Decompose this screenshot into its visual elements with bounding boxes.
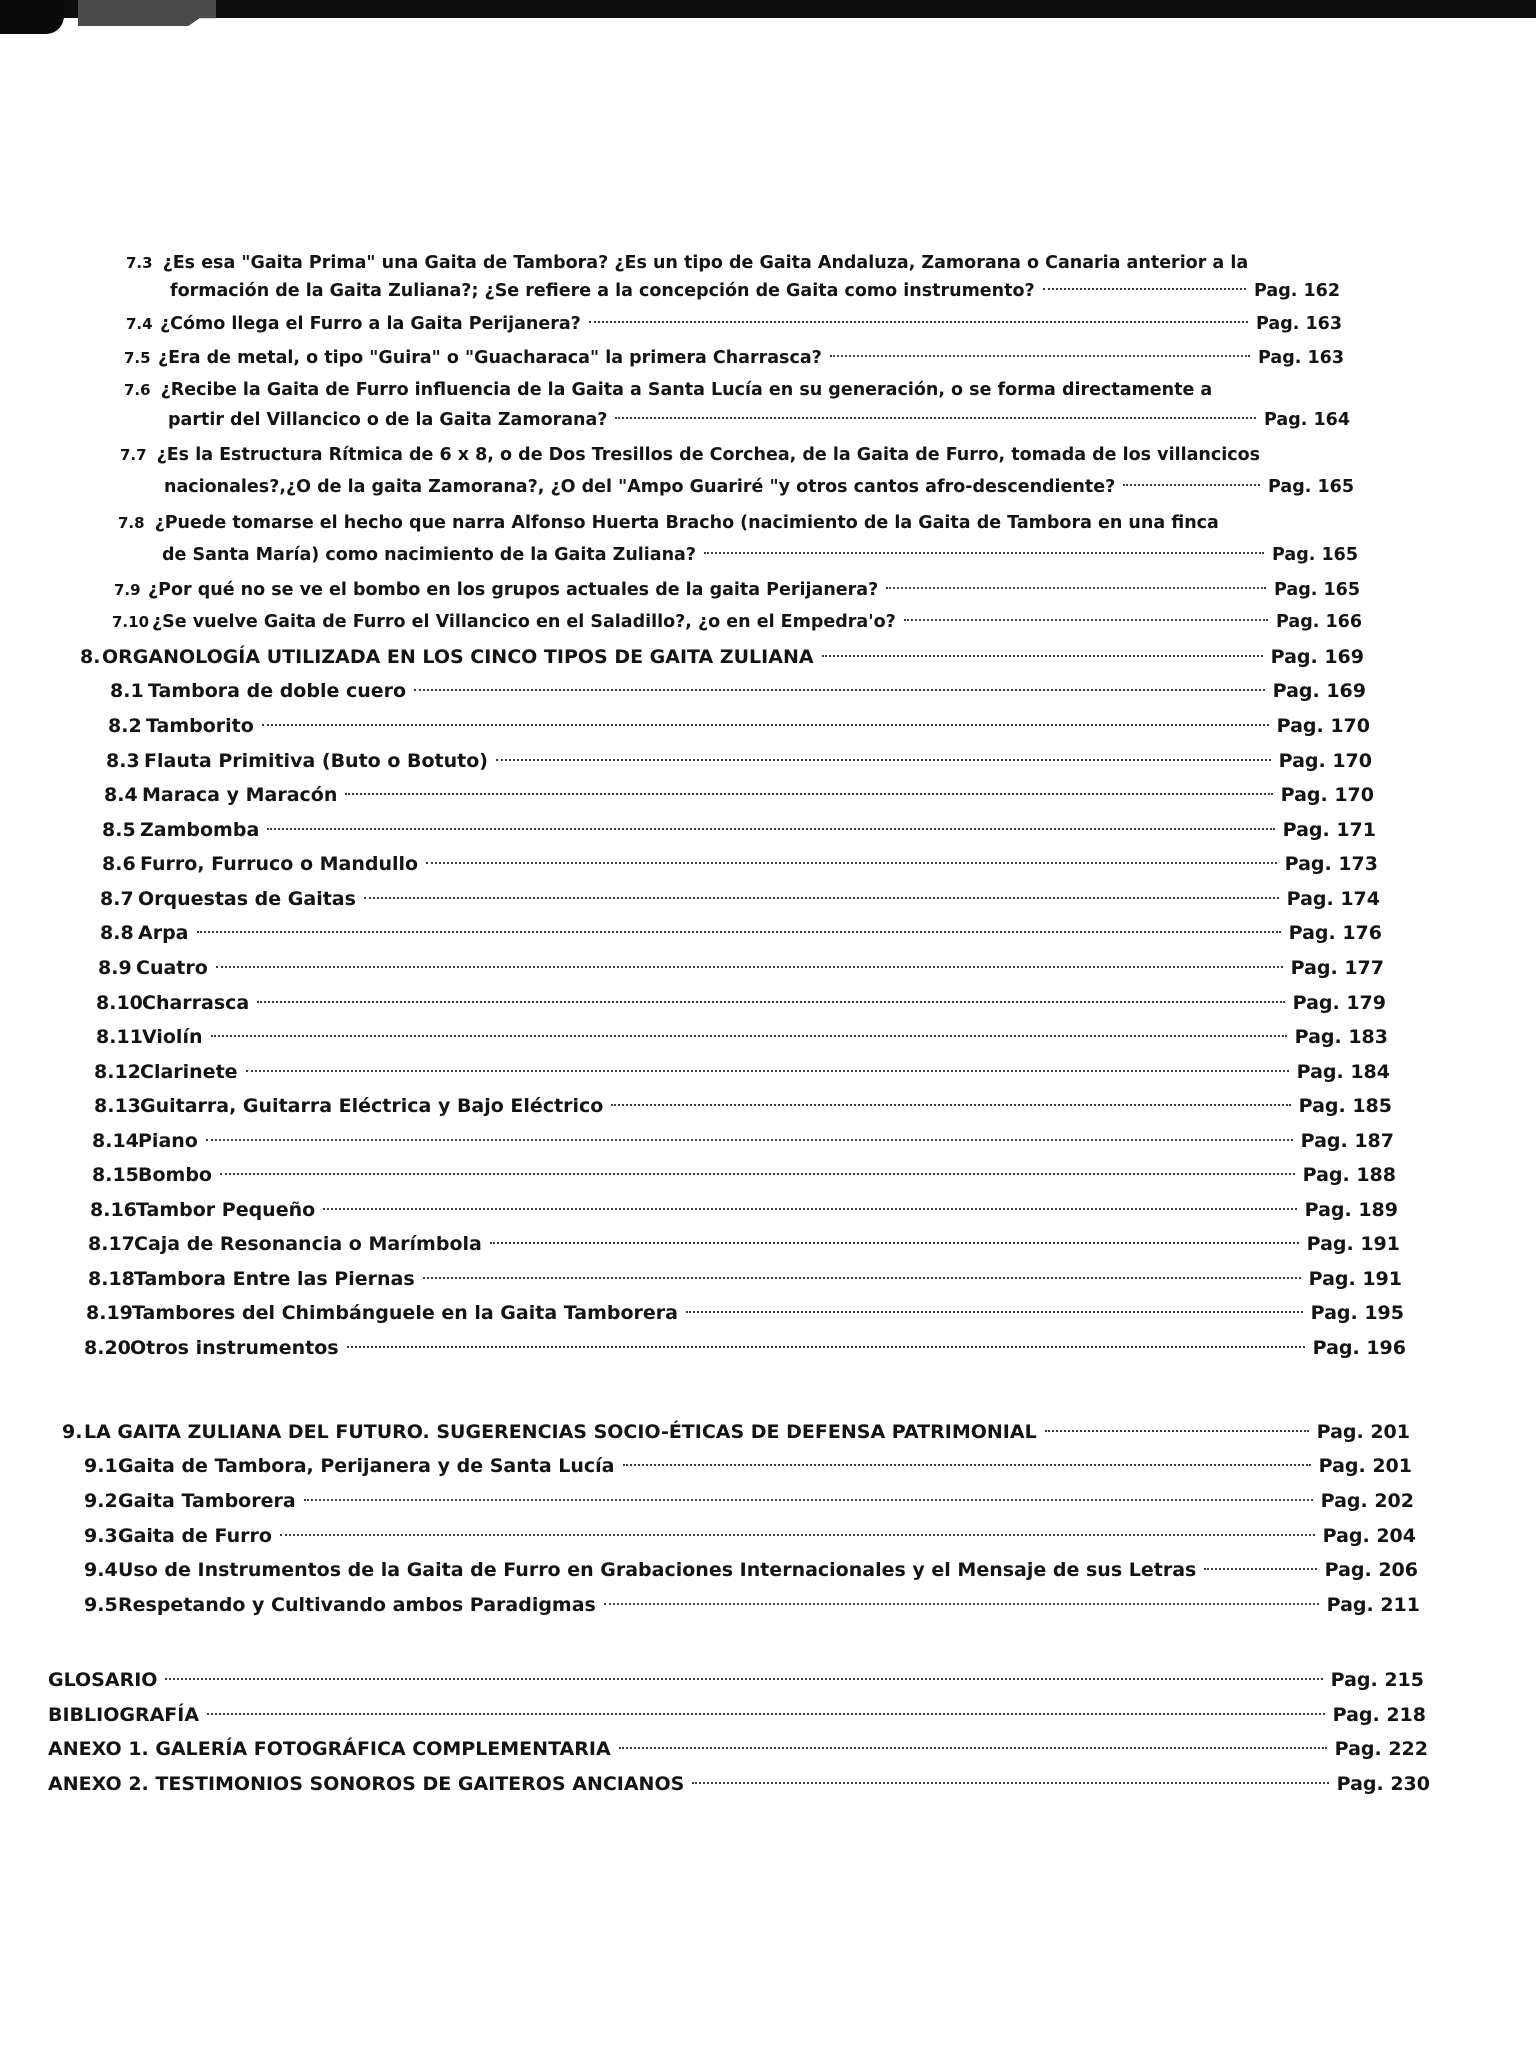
- page-number: Pag. 169: [1272, 680, 1366, 702]
- entry-title: Charrasca: [142, 992, 250, 1014]
- page-number: Pag. 165: [1268, 477, 1354, 497]
- toc-entry-8-8[interactable]: [100, 918, 1382, 948]
- page-number: Pag. 179: [1292, 992, 1386, 1014]
- entry-number: 9.4: [84, 1559, 118, 1581]
- entry-number: 8.5: [102, 819, 136, 841]
- page-number: Pag. 191: [1308, 1268, 1402, 1290]
- dot-leader: [414, 689, 1265, 691]
- toc-entry-8-3[interactable]: [106, 746, 1372, 776]
- dot-leader: [364, 897, 1279, 899]
- page-number: Pag. 189: [1304, 1199, 1398, 1221]
- entry-title: Piano: [138, 1130, 198, 1152]
- entry-number: 7.5: [124, 349, 151, 367]
- dot-leader: [211, 1035, 1287, 1037]
- dot-leader: [323, 1208, 1296, 1210]
- page-number: Pag. 204: [1322, 1525, 1416, 1547]
- page-number: Pag. 183: [1294, 1026, 1388, 1048]
- dot-leader: [886, 587, 1266, 589]
- toc-entry-8-5[interactable]: [102, 815, 1376, 845]
- corner-logo: [0, 0, 64, 34]
- toc-entry-continuation[interactable]: [162, 540, 1358, 570]
- entry-number: 9.2: [84, 1490, 118, 1512]
- dot-leader: [1043, 288, 1246, 290]
- page-number: Pag. 188: [1302, 1164, 1396, 1186]
- page-number: Pag. 165: [1274, 580, 1360, 600]
- entry-title: Tambora Entre las Piernas: [134, 1268, 415, 1290]
- entry-title: Clarinete: [140, 1061, 238, 1083]
- entry-title: GLOSARIO: [48, 1669, 158, 1691]
- dot-leader: [589, 321, 1248, 323]
- header-band: [78, 0, 216, 26]
- entry-number: 7.6: [124, 381, 151, 399]
- dot-leader: [280, 1534, 1315, 1536]
- page-number: Pag. 170: [1280, 784, 1374, 806]
- entry-number: 7.7: [120, 446, 147, 464]
- dot-leader: [822, 655, 1263, 657]
- toc-entry-8-14[interactable]: [92, 1126, 1394, 1156]
- entry-number: 8.10: [96, 992, 143, 1014]
- entry-number: 8.13: [94, 1095, 141, 1117]
- toc-entry-8-9[interactable]: [98, 953, 1384, 983]
- toc-entry-8-18[interactable]: [88, 1264, 1402, 1294]
- toc-entry-8-11[interactable]: [96, 1022, 1388, 1052]
- entry-number: 9.: [62, 1421, 83, 1443]
- entry-title: nacionales?,¿O de la gaita Zamorana?, ¿O del "Ampo Guariré "y otros cantos afro-descendiente?: [164, 477, 1116, 497]
- entry-number: 7.10: [112, 613, 150, 631]
- entry-title: Otros instrumentos: [130, 1337, 339, 1359]
- page-number: Pag. 206: [1324, 1559, 1418, 1581]
- page-number: Pag. 201: [1318, 1455, 1412, 1477]
- toc-entry-7-3[interactable]: [126, 248, 1248, 278]
- entry-title: Arpa: [138, 922, 189, 944]
- entry-number: 8.2: [108, 715, 142, 737]
- dot-leader: [704, 552, 1264, 554]
- entry-title: ANEXO 2. TESTIMONIOS SONOROS DE GAITEROS ANCIANOS: [48, 1773, 685, 1795]
- toc-entry-8-12[interactable]: [94, 1057, 1390, 1087]
- page-number: Pag. 164: [1264, 410, 1350, 430]
- toc-entry-7-4[interactable]: [126, 309, 1342, 339]
- entry-title: de Santa María) como nacimiento de la Gaita Zuliana?: [162, 545, 697, 565]
- dot-leader: [1045, 1430, 1309, 1432]
- toc-entry-9-2[interactable]: [84, 1486, 1414, 1516]
- entry-title: Gaita de Tambora, Perijanera y de Santa Lucía: [118, 1455, 615, 1477]
- toc-entry-8-2[interactable]: [108, 711, 1370, 741]
- entry-title: Caja de Resonancia o Marímbola: [134, 1233, 482, 1255]
- entry-title: ¿Era de metal, o tipo "Guira" o "Guacharaca" la primera Charrasca?: [158, 348, 822, 368]
- dot-leader: [615, 417, 1256, 419]
- page-number: Pag. 184: [1296, 1061, 1390, 1083]
- toc-entry-anexo-1-galeria-fotografica-complementar[interactable]: [48, 1734, 1428, 1764]
- toc-entry-8-6[interactable]: [102, 849, 1378, 879]
- entry-title: Orquestas de Gaitas: [138, 888, 356, 910]
- dot-leader: [619, 1747, 1327, 1749]
- dot-leader: [347, 1346, 1305, 1348]
- dot-leader: [345, 793, 1272, 795]
- entry-number: 8.6: [102, 853, 136, 875]
- entry-title: Gaita de Furro: [118, 1525, 272, 1547]
- dot-leader: [197, 931, 1281, 933]
- dot-leader: [216, 966, 1283, 968]
- page-number: Pag. 173: [1284, 853, 1378, 875]
- dot-leader: [496, 759, 1271, 761]
- dot-leader: [207, 1713, 1325, 1715]
- entry-title: Flauta Primitiva (Buto o Botuto): [144, 750, 488, 772]
- dot-leader: [604, 1603, 1319, 1605]
- entry-number: 8.3: [106, 750, 140, 772]
- entry-title: Bombo: [138, 1164, 212, 1186]
- entry-title: LA GAITA ZULIANA DEL FUTURO. SUGERENCIAS SOCIO-ÉTICAS DE DEFENSA PATRIMONIAL: [84, 1421, 1037, 1443]
- entry-title: Respetando y Cultivando ambos Paradigmas: [118, 1594, 596, 1616]
- toc-entry-bibliografia[interactable]: [48, 1700, 1426, 1730]
- dot-leader: [490, 1242, 1299, 1244]
- entry-title: ¿Recibe la Gaita de Furro influencia de la Gaita a Santa Lucía en su generación, o se forma directamente a: [160, 380, 1213, 400]
- page-number: Pag. 162: [1254, 281, 1340, 301]
- toc-entry-9-1[interactable]: [84, 1451, 1412, 1481]
- dot-leader: [830, 355, 1250, 357]
- entry-title: Tambores del Chimbánguele en la Gaita Tamborera: [132, 1302, 678, 1324]
- entry-title: Gaita Tamborera: [118, 1490, 296, 1512]
- toc-entry-continuation[interactable]: [164, 472, 1354, 502]
- toc-entry-7-6[interactable]: [124, 375, 1212, 405]
- entry-number: 9.1: [84, 1455, 118, 1477]
- dot-leader: [267, 828, 1274, 830]
- dot-leader: [423, 1277, 1301, 1279]
- entry-number: 8.17: [88, 1233, 135, 1255]
- entry-title: Furro, Furruco o Mandullo: [140, 853, 419, 875]
- entry-number: 8.19: [86, 1302, 133, 1324]
- dot-leader: [262, 724, 1269, 726]
- entry-number: 8.9: [98, 957, 132, 979]
- toc-entry-8-19[interactable]: [86, 1298, 1404, 1328]
- entry-number: 7.4: [126, 315, 153, 333]
- entry-title: formación de la Gaita Zuliana?; ¿Se refiere a la concepción de Gaita como instrumento?: [170, 281, 1035, 301]
- dot-leader: [686, 1311, 1303, 1313]
- page-number: Pag. 211: [1326, 1594, 1420, 1616]
- entry-number: 7.3: [126, 254, 153, 272]
- page-top-edge: [0, 0, 1536, 18]
- page-number: Pag. 196: [1312, 1337, 1406, 1359]
- dot-leader: [692, 1782, 1328, 1784]
- page-number: Pag. 169: [1270, 646, 1364, 668]
- entry-title: partir del Villancico o de la Gaita Zamorana?: [168, 410, 608, 430]
- entry-title: ORGANOLOGÍA UTILIZADA EN LOS CINCO TIPOS DE GAITA ZULIANA: [102, 646, 814, 668]
- toc-entry-8-16[interactable]: [90, 1195, 1398, 1225]
- toc-entry-8-17[interactable]: [88, 1229, 1400, 1259]
- page-number: Pag. 202: [1320, 1490, 1414, 1512]
- dot-leader: [246, 1070, 1289, 1072]
- toc-entry-7-10[interactable]: [112, 607, 1362, 637]
- toc-entry-7-8[interactable]: [118, 508, 1219, 538]
- page-number: Pag. 170: [1276, 715, 1370, 737]
- entry-title: Cuatro: [136, 957, 208, 979]
- toc-entry-9[interactable]: [62, 1417, 1410, 1447]
- dot-leader: [220, 1173, 1295, 1175]
- toc-entry-glosario[interactable]: [48, 1665, 1424, 1695]
- entry-number: 9.5: [84, 1594, 118, 1616]
- entry-number: 8.4: [104, 784, 138, 806]
- toc-entry-9-3[interactable]: [84, 1521, 1416, 1551]
- page-number: Pag. 187: [1300, 1130, 1394, 1152]
- toc-entry-8-20[interactable]: [84, 1333, 1406, 1363]
- entry-number: 9.3: [84, 1525, 118, 1547]
- toc-entry-9-5[interactable]: [84, 1590, 1420, 1620]
- toc-entry-continuation[interactable]: [168, 405, 1350, 435]
- dot-leader: [165, 1678, 1322, 1680]
- entry-number: 8.12: [94, 1061, 141, 1083]
- dot-leader: [1123, 484, 1260, 486]
- dot-leader: [611, 1104, 1290, 1106]
- dot-leader: [304, 1499, 1313, 1501]
- entry-title: ¿Cómo llega el Furro a la Gaita Perijanera?: [160, 314, 581, 334]
- page-number: Pag. 176: [1288, 922, 1382, 944]
- entry-title: Tamborito: [146, 715, 254, 737]
- toc-entry-8-15[interactable]: [92, 1160, 1396, 1190]
- toc-entry-anexo-2-testimonios-sonoros-de-gaiteros-[interactable]: [48, 1769, 1430, 1799]
- dot-leader: [206, 1139, 1293, 1141]
- entry-number: 8.: [80, 646, 101, 668]
- toc-entry-8[interactable]: [80, 642, 1364, 672]
- entry-title: Tambora de doble cuero: [148, 680, 407, 702]
- entry-number: 8.15: [92, 1164, 139, 1186]
- page-number: Pag. 191: [1306, 1233, 1400, 1255]
- entry-number: 8.20: [84, 1337, 131, 1359]
- dot-leader: [257, 1001, 1284, 1003]
- page-number: Pag. 195: [1310, 1302, 1404, 1324]
- toc-entry-7-5[interactable]: [124, 343, 1344, 373]
- toc-entry-8-7[interactable]: [100, 884, 1380, 914]
- toc-entry-7-9[interactable]: [114, 575, 1360, 605]
- entry-title: BIBLIOGRAFÍA: [48, 1704, 200, 1726]
- page-number: Pag. 218: [1332, 1704, 1426, 1726]
- page-number: Pag. 170: [1278, 750, 1372, 772]
- page-number: Pag. 177: [1290, 957, 1384, 979]
- entry-number: 8.18: [88, 1268, 135, 1290]
- entry-number: 8.14: [92, 1130, 139, 1152]
- entry-number: 8.16: [90, 1199, 137, 1221]
- page-number: Pag. 230: [1336, 1773, 1430, 1795]
- entry-title: ¿Puede tomarse el hecho que narra Alfonso Huerta Bracho (nacimiento de la Gaita de Tambora en una finca: [154, 513, 1219, 533]
- page-number: Pag. 222: [1334, 1738, 1428, 1760]
- dot-leader: [904, 619, 1268, 621]
- page-number: Pag. 165: [1272, 545, 1358, 565]
- page-number: Pag. 215: [1330, 1669, 1424, 1691]
- toc-entry-8-10[interactable]: [96, 988, 1386, 1018]
- page-number: Pag. 163: [1256, 314, 1342, 334]
- page-number: Pag. 174: [1286, 888, 1380, 910]
- entry-title: ¿Es la Estructura Rítmica de 6 x 8, o de Dos Tresillos de Corchea, de la Gaita de Furro, tomada de los villancicos: [156, 445, 1261, 465]
- toc-entry-7-7[interactable]: [120, 440, 1260, 470]
- entry-title: ¿Es esa "Gaita Prima" una Gaita de Tambora? ¿Es un tipo de Gaita Andaluza, Zamorana o Canaria anterior a la: [162, 253, 1249, 273]
- entry-number: 7.8: [118, 514, 145, 532]
- page-number: Pag. 201: [1316, 1421, 1410, 1443]
- toc-entry-9-4[interactable]: [84, 1555, 1418, 1585]
- dot-leader: [623, 1464, 1311, 1466]
- entry-number: 8.1: [110, 680, 144, 702]
- entry-title: Tambor Pequeño: [136, 1199, 316, 1221]
- page-number: Pag. 171: [1282, 819, 1376, 841]
- entry-title: ¿Se vuelve Gaita de Furro el Villancico en el Saladillo?, ¿o en el Empedra'o?: [152, 612, 896, 632]
- entry-title: ¿Por qué no se ve el bombo en los grupos actuales de la gaita Perijanera?: [148, 580, 879, 600]
- page-number: Pag. 163: [1258, 348, 1344, 368]
- entry-number: 7.9: [114, 581, 141, 599]
- entry-title: Zambomba: [140, 819, 260, 841]
- page-number: Pag. 185: [1298, 1095, 1392, 1117]
- entry-title: Guitarra, Guitarra Eléctrica y Bajo Eléctrico: [140, 1095, 604, 1117]
- toc-entry-8-13[interactable]: [94, 1091, 1392, 1121]
- entry-title: Violín: [142, 1026, 203, 1048]
- toc-entry-8-4[interactable]: [104, 780, 1374, 810]
- toc-entry-continuation[interactable]: [170, 276, 1340, 306]
- page-number: Pag. 166: [1276, 612, 1362, 632]
- entry-title: ANEXO 1. GALERÍA FOTOGRÁFICA COMPLEMENTARIA: [48, 1738, 611, 1760]
- dot-leader: [426, 862, 1277, 864]
- entry-number: 8.8: [100, 922, 134, 944]
- dot-leader: [1204, 1568, 1316, 1570]
- entry-title: Uso de Instrumentos de la Gaita de Furro en Grabaciones Internacionales y el Mensaje de sus Letras: [118, 1559, 1197, 1581]
- entry-number: 8.7: [100, 888, 134, 910]
- toc-entry-8-1[interactable]: [110, 676, 1366, 706]
- entry-number: 8.11: [96, 1026, 143, 1048]
- entry-title: Maraca y Maracón: [142, 784, 338, 806]
